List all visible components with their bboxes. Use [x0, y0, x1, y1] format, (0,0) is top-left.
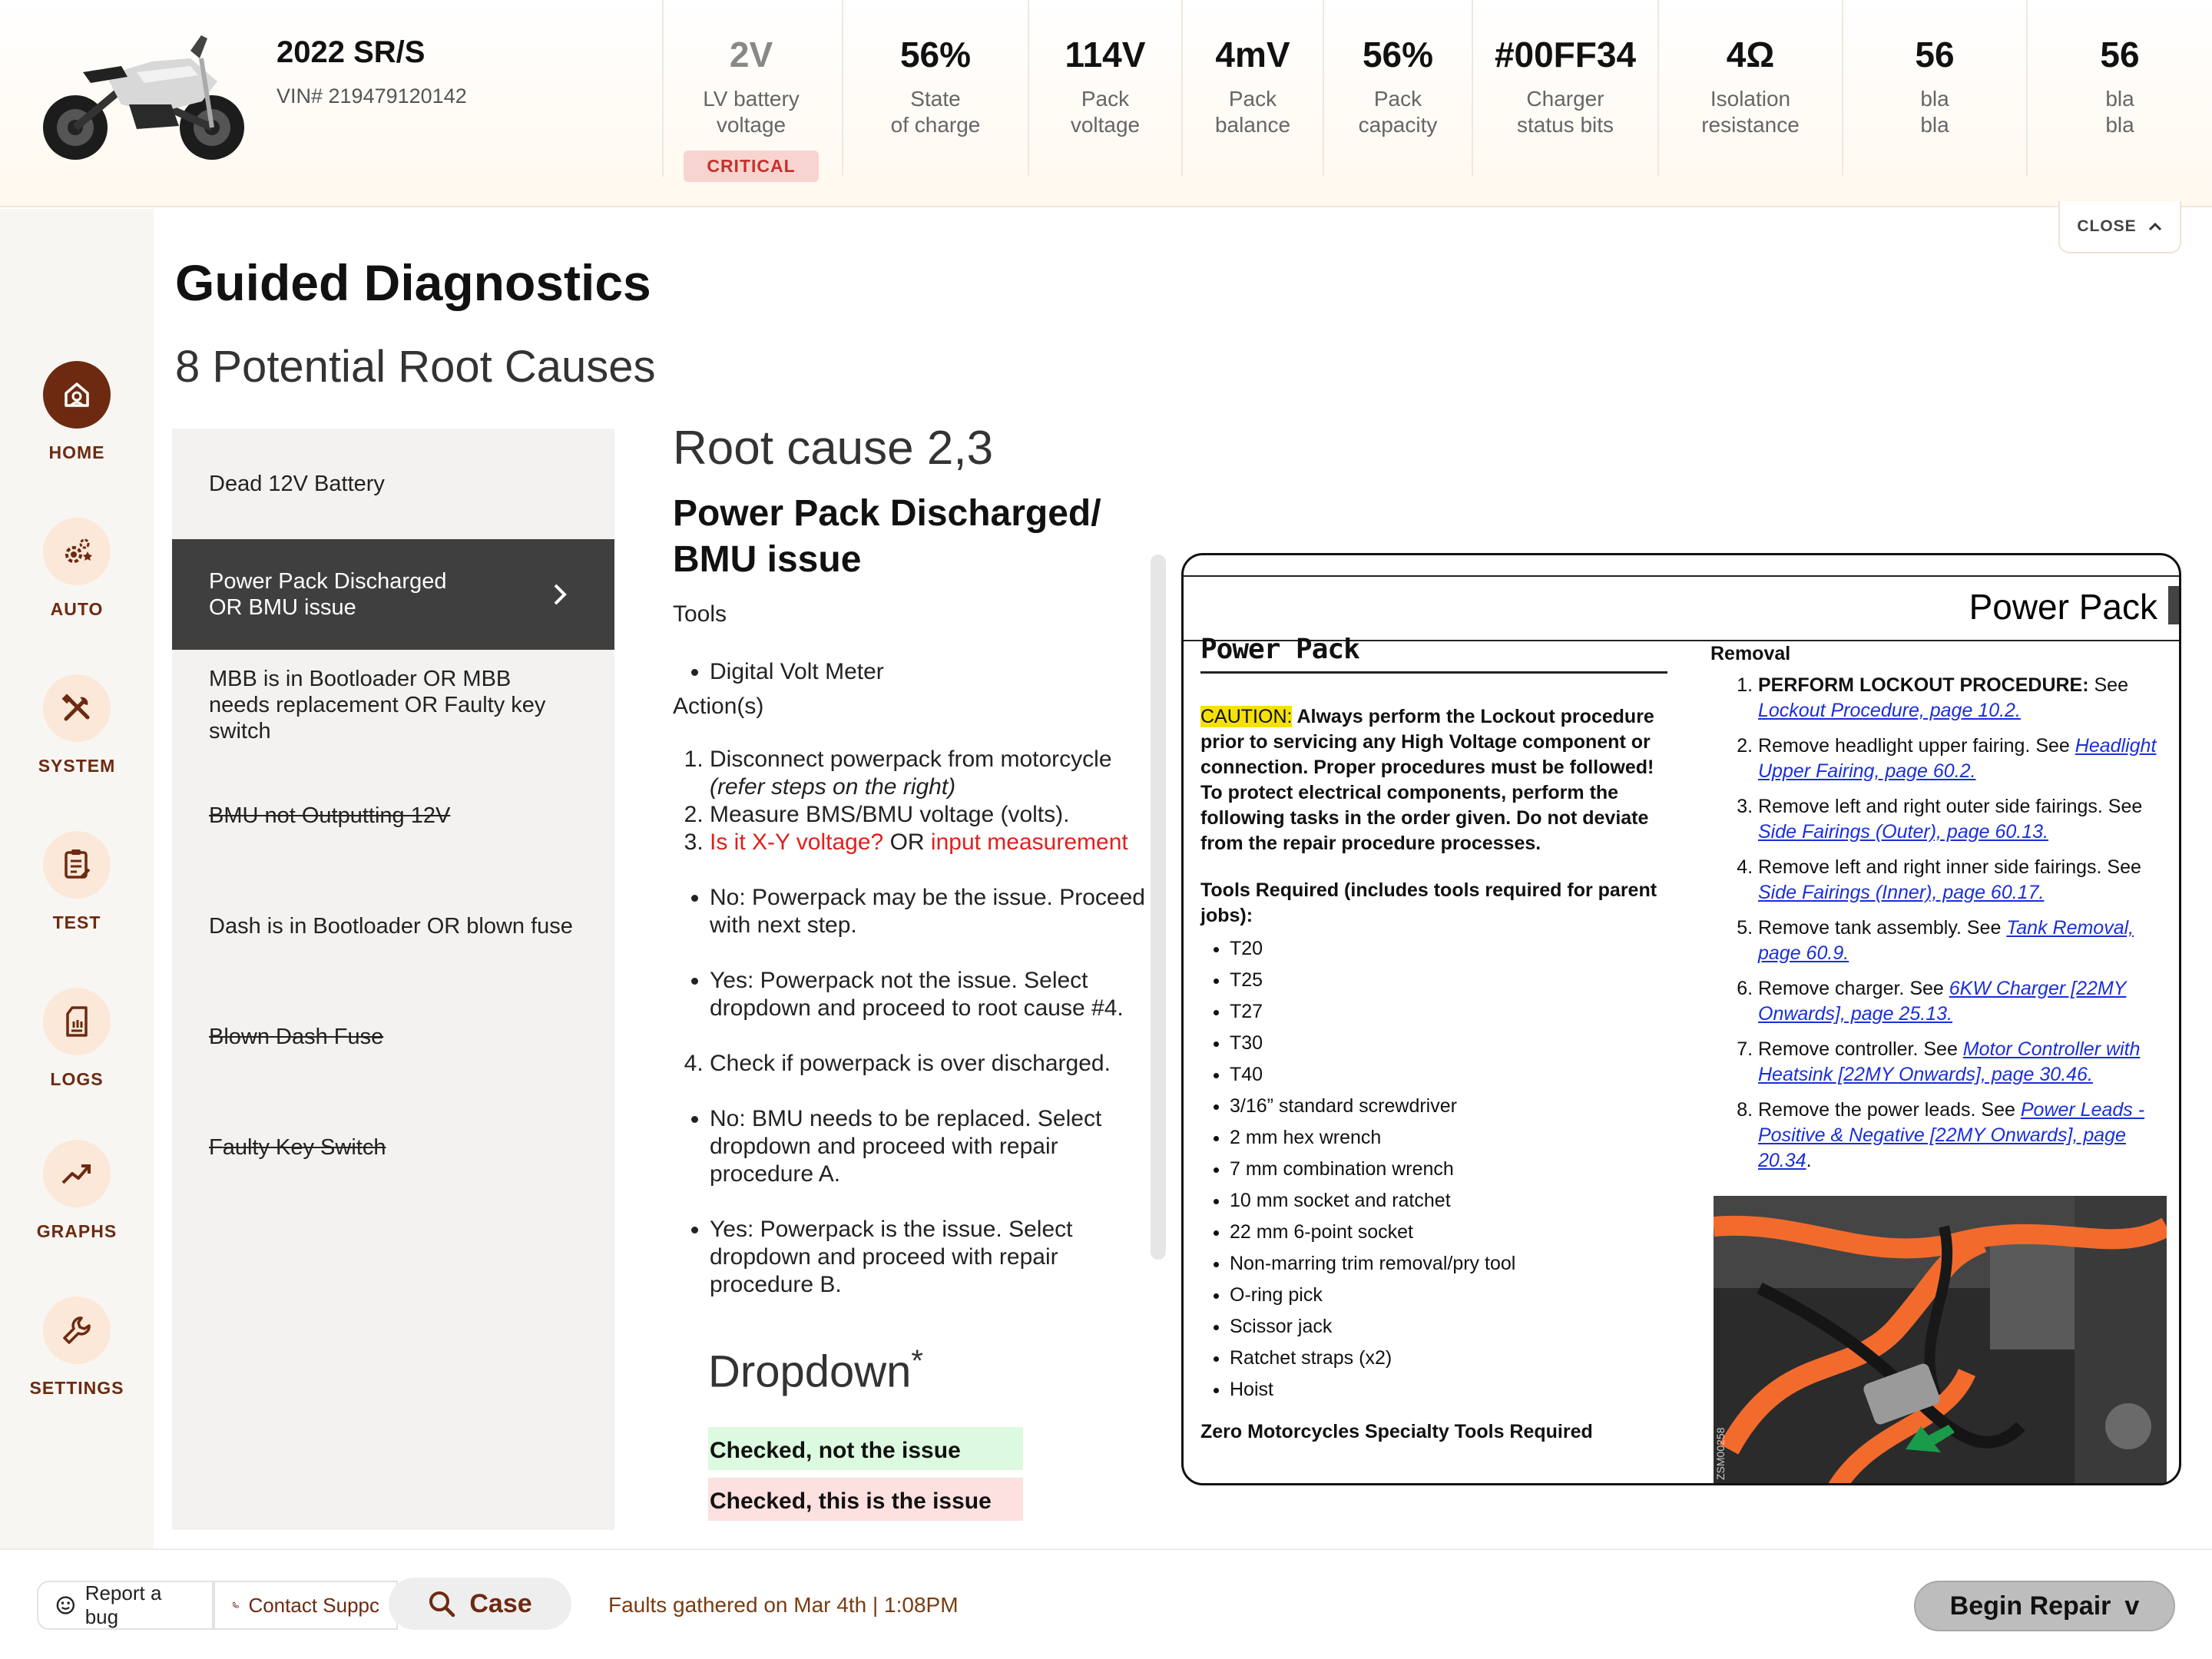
action-step: 3. Is it X-Y voltage? OR input measurement [710, 829, 1149, 856]
stat-label: Charger status bits [1516, 87, 1614, 137]
outcome-yes: • Yes: Powerpack not the issue. Select dropdown and proceed to root cause #4. [710, 967, 1149, 1022]
stat-value: 4mV [1215, 35, 1290, 75]
root-cause-item[interactable]: Dash is in Bootloader OR blown fuse [209, 914, 573, 939]
specialty-tools-heading: Zero Motorcycles Specialty Tools Required [1200, 1421, 1593, 1442]
stat-value: 56 [2100, 35, 2140, 75]
manual-tool: • T30 [1230, 1028, 1677, 1059]
stat-label: State of charge [890, 87, 981, 137]
phone-icon [232, 1595, 239, 1615]
manual-tool: • 2 mm hex wrench [1230, 1122, 1677, 1154]
close-header-button[interactable] [2058, 201, 2181, 253]
root-cause-list [172, 429, 614, 1530]
removal-step: 2. Remove headlight upper fairing. See Headlight Upper Fairing, page 60.2. [1758, 733, 2168, 784]
stat-value: 56% [899, 35, 972, 75]
outcome-yes: • Yes: Powerpack is the issue. Select dropdown and proceed with repair procedure B. [710, 1216, 1149, 1299]
root-cause-item-selected[interactable]: Power Pack Discharged OR BMU issue [172, 539, 614, 650]
stat-lv-battery-voltage [662, 0, 839, 177]
contact-support-label: Contact Suppc [248, 1593, 379, 1617]
tool-item: • Digital Volt Meter [710, 658, 1149, 686]
power-leads-photo [1714, 1196, 2167, 1485]
stat-label: Pack capacity [1358, 87, 1438, 137]
manual-tool: • Ratchet straps (x2) [1230, 1343, 1677, 1374]
service-manual-panel[interactable] [1181, 553, 2181, 1485]
nav-label: AUTO [50, 599, 104, 619]
report-bug-button[interactable] [37, 1581, 214, 1630]
root-cause-item[interactable]: MBB is in Bootloader OR MBB needs replacement OR Faulty key switch [209, 667, 546, 743]
stat-label: Pack voltage [1070, 87, 1141, 137]
stat-label: bla bla [1920, 87, 1949, 137]
nav-icon-circle [43, 518, 111, 585]
chevron-down-icon: v [2124, 1591, 2140, 1621]
nav-home[interactable] [0, 361, 154, 463]
nav-auto[interactable] [0, 518, 154, 620]
manual-link[interactable]: Power Leads - Positive & Negative [22MY Onwards], page 20.34 [1758, 1099, 2145, 1171]
photo-code: ZSM00258 [1714, 1427, 1727, 1480]
tools-list [673, 658, 1149, 686]
nav-settings[interactable] [0, 1296, 154, 1399]
root-cause-heading: Root cause 2,3 [673, 422, 994, 475]
manual-tool: • 10 mm socket and ratchet [1230, 1185, 1677, 1217]
root-cause-item-excluded[interactable]: Faulty Key Switch [209, 1135, 386, 1160]
outcome-list [673, 884, 1149, 1022]
page-title: Guided Diagnostics [175, 254, 651, 311]
removal-heading: Removal [1710, 643, 1791, 664]
sidebar-nav [0, 209, 154, 1548]
begin-repair-button[interactable] [1914, 1581, 2175, 1631]
stat-label: Isolation resistance [1701, 87, 1800, 137]
nav-logs[interactable] [0, 988, 154, 1090]
manual-tool: • T27 [1230, 996, 1677, 1028]
tools-required-heading: Tools Required (includes tools required for parent jobs): [1200, 879, 1657, 926]
stat-label: LV battery voltage [703, 87, 800, 137]
chevron-right-icon [551, 582, 568, 607]
close-label: CLOSE [2077, 217, 2137, 235]
stat-label: bla bla [2105, 87, 2134, 137]
manual-tool: • T25 [1230, 965, 1677, 996]
root-cause-item-excluded[interactable]: BMU not Outputting 12V [209, 803, 451, 828]
nav-icon-circle [43, 1296, 111, 1364]
case-search-button[interactable] [389, 1578, 571, 1630]
critical-badge: CRITICAL [684, 151, 818, 182]
stat-value: #00FF34 [1494, 35, 1637, 75]
page-subtitle: 8 Potential Root Causes [175, 342, 656, 392]
motorcycle-image [37, 28, 252, 166]
clipboard-icon [61, 848, 92, 882]
stat-state-of-charge [842, 0, 1028, 177]
manual-link[interactable]: Motor Controller with Heatsink [22MY Onwards], page 30.46. [1758, 1038, 2141, 1085]
root-cause-item[interactable]: Dead 12V Battery [209, 472, 385, 496]
removal-step: 7. Remove controller. See Motor Controller with Heatsink [22MY Onwards], page 30.46. [1758, 1037, 2168, 1088]
option-not-the-issue[interactable]: Checked, not the issue [708, 1427, 1023, 1470]
removal-steps [1710, 673, 2168, 1174]
removal-step: 5. Remove tank assembly. See Tank Removal, page 60.9. [1758, 916, 2168, 966]
stat-pack-balance [1181, 0, 1323, 177]
root-cause-name: Power Pack Discharged/ BMU issue [673, 493, 1101, 580]
tools-label: Tools [673, 601, 727, 627]
tools-icon [60, 691, 94, 725]
manual-tool: • 7 mm combination wrench [1230, 1154, 1677, 1185]
removal-step: 6. Remove charger. See 6KW Charger [22MY Onwards], page 25.13. [1758, 976, 2168, 1027]
actions-list [673, 746, 1149, 856]
stat-value: 2V [729, 35, 773, 75]
nav-icon-circle [43, 361, 111, 429]
outcome-list [673, 1105, 1149, 1299]
removal-step: 3. Remove left and right outer side fairings. See Side Fairings (Outer), page 60.13. [1758, 794, 2168, 845]
nav-label: LOGS [50, 1069, 104, 1089]
manual-tool: • O-ring pick [1230, 1280, 1677, 1311]
manual-link[interactable]: Headlight Upper Fairing, page 60.2. [1758, 735, 2157, 782]
nav-label: SYSTEM [38, 756, 116, 776]
manual-tool: • Non-marring trim removal/pry tool [1230, 1248, 1677, 1280]
manual-tools-list [1200, 933, 1677, 1406]
option-this-is-the-issue[interactable]: Checked, this is the issue [708, 1478, 1023, 1521]
nav-system[interactable] [0, 674, 154, 777]
nav-icon-circle [43, 674, 111, 742]
report-bug-label: Report a bug [84, 1581, 162, 1628]
stat-value: 56% [1362, 35, 1434, 75]
removal-step: 1. PERFORM LOCKOUT PROCEDURE: See Lockout Procedure, page 10.2. [1758, 673, 2168, 724]
wrench-icon [60, 1313, 94, 1347]
manual-tool: • Hoist [1230, 1374, 1677, 1406]
smiley-icon [55, 1594, 76, 1616]
nav-icon-circle [43, 831, 111, 899]
removal-step: 4. Remove left and right inner side fairings. See Side Fairings (Inner), page 60.17. [1758, 855, 2168, 906]
action-step: 1. Disconnect powerpack from motorcycle (refer steps on the right) [710, 746, 1149, 801]
manual-link[interactable]: Lockout Procedure, page 10.2. [1758, 700, 2021, 721]
actions-label: Action(s) [673, 694, 764, 719]
manual-tab-marker [2168, 586, 2181, 624]
outcome-no: • No: Powerpack may be the issue. Proceed with next step. [710, 884, 1149, 939]
manual-link[interactable]: 6KW Charger [22MY Onwards], page 25.13. [1758, 978, 2127, 1025]
chevron-up-icon [2147, 221, 2163, 232]
action-step: 2. Measure BMS/BMU voltage (volts). [710, 801, 1149, 829]
action-step: 4. Check if powerpack is over discharged. [710, 1050, 1149, 1078]
stat-isolation-resistance [1657, 0, 1842, 177]
stat-charger-status-bits [1472, 0, 1657, 177]
vehicle-header [0, 0, 2212, 207]
root-cause-detail [673, 421, 1149, 1299]
manual-tool: • T40 [1230, 1059, 1677, 1091]
nav-label: SETTINGS [29, 1378, 124, 1398]
nav-icon-circle [43, 1140, 111, 1207]
removal-step: 8. Remove the power leads. See Power Leads - Positive & Negative [22MY Onwards], page 20.34. [1758, 1098, 2168, 1174]
outcome-no: • No: BMU needs to be replaced. Select dropdown and proceed with repair procedure A. [710, 1105, 1149, 1188]
manual-header [1184, 575, 2181, 641]
manual-tool: • Scissor jack [1230, 1311, 1677, 1343]
stat-value: 56 [1915, 35, 1955, 75]
caution-paragraph: CAUTION: Always perform the Lockout procedure prior to servicing any High Voltage component or connection. Proper procedures must be followed! To protect electrical components, perform the following tasks in the order given. Do not deviate from the repair procedure processes. [1200, 706, 1654, 854]
manual-tool: • 22 mm 6-point socket [1230, 1217, 1677, 1248]
case-label: Case [469, 1588, 532, 1618]
detail-scrollbar[interactable] [1151, 555, 1166, 1260]
stat-pack-voltage [1028, 0, 1181, 177]
nav-label: HOME [48, 442, 105, 462]
stat-placeholder-1 [1842, 0, 2026, 177]
vehicle-model: 2022 SR/S [276, 35, 426, 69]
stat-placeholder-2 [2026, 0, 2212, 177]
manual-tool: • 3/16” standard screwdriver [1230, 1091, 1677, 1122]
nav-icon-circle [43, 988, 111, 1055]
manual-section-title: Power Pack [1200, 634, 1667, 674]
root-cause-item-excluded[interactable]: Blown Dash Fuse [209, 1025, 384, 1049]
manual-link[interactable]: Side Fairings (Outer), page 60.13. [1758, 821, 2048, 843]
dropdown-title: Dropdown* [708, 1344, 923, 1397]
nav-label: GRAPHS [36, 1221, 118, 1241]
trend-icon [60, 1160, 94, 1187]
auto-gears-icon [60, 535, 94, 568]
footer-bar [0, 1548, 2212, 1659]
nav-graphs[interactable] [0, 1140, 154, 1242]
nav-label: TEST [52, 912, 101, 932]
stat-value: 114V [1065, 35, 1146, 75]
stat-value: 4Ω [1726, 35, 1775, 75]
vehicle-vin: VIN# 219479120142 [276, 84, 467, 108]
faults-timestamp: Faults gathered on Mar 4th | 1:08PM [608, 1593, 959, 1617]
begin-repair-label: Begin Repair [1949, 1591, 2111, 1621]
search-icon [428, 1590, 455, 1618]
manual-left-column [1200, 704, 1677, 1445]
stat-label: Pack balance [1214, 87, 1291, 137]
contact-support-button[interactable] [214, 1581, 398, 1630]
stat-pack-capacity [1323, 0, 1472, 177]
manual-link[interactable]: Tank Removal, page 60.9. [1758, 917, 2134, 964]
manual-header-title: Power Pack [1969, 587, 2157, 627]
sd-card-icon [63, 1005, 91, 1038]
actions-list-cont [673, 1050, 1149, 1078]
manual-tool: • T20 [1230, 933, 1677, 965]
manual-link[interactable]: Side Fairings (Inner), page 60.17. [1758, 882, 2045, 903]
home-icon [61, 379, 92, 410]
nav-test[interactable] [0, 831, 154, 933]
manual-right-column [1710, 641, 2168, 1184]
